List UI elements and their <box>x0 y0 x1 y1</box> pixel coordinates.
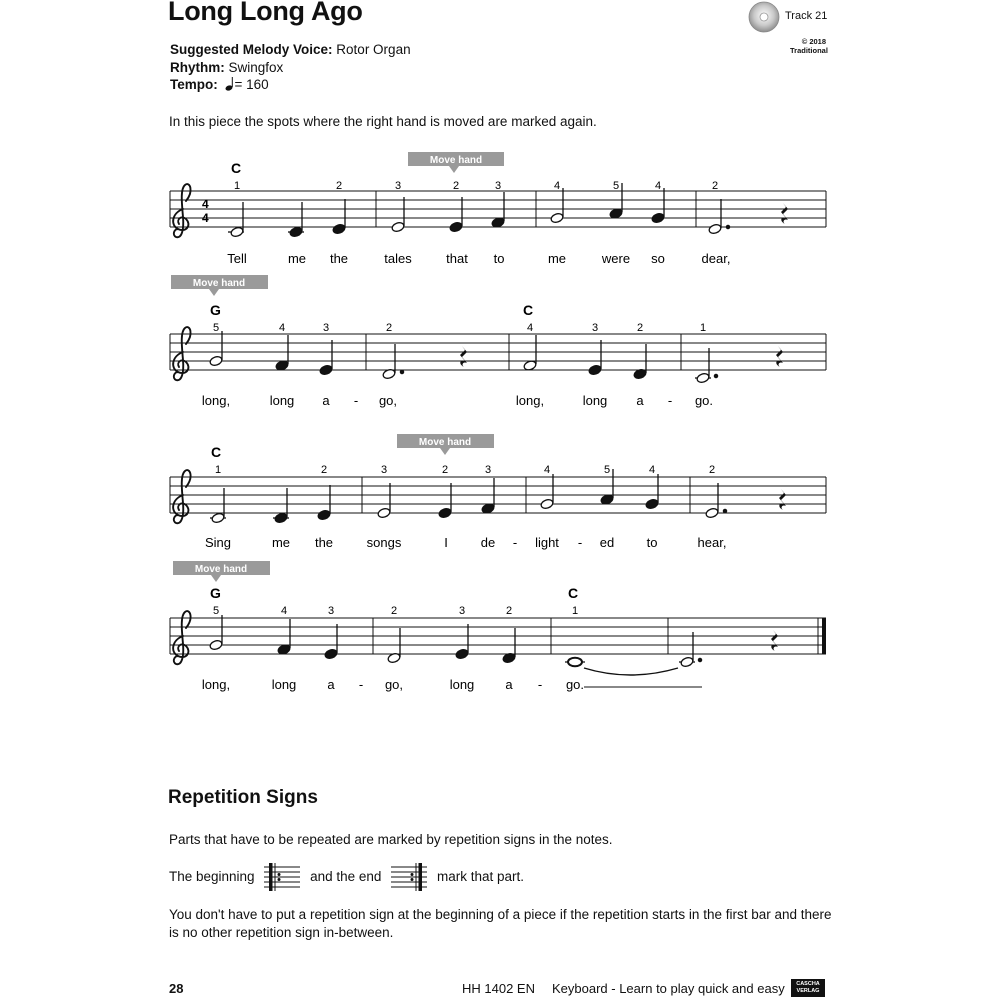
chord-symbol: C <box>231 160 242 176</box>
repeat-start-icon <box>264 863 300 891</box>
chord-symbol: C <box>523 302 534 318</box>
fingering: 2 <box>708 464 716 476</box>
treble-clef-icon <box>173 470 190 523</box>
staff-system-4 <box>170 561 826 692</box>
repetition-text-b: and the end <box>310 869 382 884</box>
repetition-text-a: The beginning <box>169 869 255 884</box>
fingering: 1 <box>214 464 222 476</box>
fingering: 3 <box>494 180 502 192</box>
rhythm-label: Rhythm: <box>170 60 225 75</box>
intro-text: In this piece the spots where the right hand is moved are marked again. <box>169 114 597 129</box>
fingering: 4 <box>280 605 288 617</box>
staff-system-2 <box>170 275 826 408</box>
publisher-line-1: CASCHA <box>796 981 820 987</box>
lyric: go, <box>378 393 398 408</box>
notes <box>209 331 783 384</box>
staff-system-1 <box>170 152 826 266</box>
book-code: HH 1402 EN <box>462 981 535 996</box>
move-hand-tag <box>408 152 504 173</box>
lyric: tales <box>384 251 412 266</box>
fingering: 3 <box>458 605 466 617</box>
fingering: 4 <box>553 180 561 192</box>
lyric: hear, <box>697 535 727 550</box>
lyric: long <box>269 393 295 408</box>
lyric: a <box>322 393 330 408</box>
move-hand-label: Move hand <box>194 564 248 575</box>
lyric: so <box>651 251 665 266</box>
fingering: 4 <box>543 464 551 476</box>
tempo-value: = 160 <box>234 77 269 92</box>
track-number: Track 21 <box>785 10 828 22</box>
page-number: 28 <box>169 981 184 996</box>
fingering: 3 <box>591 322 599 334</box>
lyric: go. <box>565 677 585 692</box>
move-hand-label: Move hand <box>429 155 483 166</box>
chord-symbol: G <box>210 302 221 318</box>
lyric: songs <box>366 535 402 550</box>
lyric: the <box>329 251 349 266</box>
lyric: me <box>547 251 567 266</box>
lyric: dear, <box>701 251 731 266</box>
fingering: 3 <box>322 322 330 334</box>
lyric: long <box>582 393 608 408</box>
copyright-year: © 2018 <box>801 37 826 46</box>
lyric: - <box>667 393 673 408</box>
fingering: 4 <box>526 322 534 334</box>
fingering: 2 <box>385 322 393 334</box>
publisher-logo <box>791 979 825 997</box>
move-hand-label: Move hand <box>192 278 246 289</box>
repetition-paragraph-3: You don't have to put a repetition sign at the beginning of a piece if the repetition starts in the first bar and there is no other repetition sign in-between. <box>169 907 832 940</box>
lyric: - <box>537 677 543 692</box>
fingering: 2 <box>335 180 343 192</box>
staff-system-3 <box>170 434 826 550</box>
lyric: long, <box>201 677 231 692</box>
lyric: long, <box>201 393 231 408</box>
fingering: 3 <box>394 180 402 192</box>
move-hand-tag <box>173 561 270 582</box>
treble-clef-icon <box>173 184 190 237</box>
treble-clef-icon <box>173 327 190 380</box>
lyric: go, <box>384 677 404 692</box>
fingering: 4 <box>648 464 656 476</box>
lyric: ed <box>599 535 615 550</box>
move-hand-tag <box>397 434 494 455</box>
lyric: a <box>636 393 644 408</box>
chord-symbol: G <box>210 585 221 601</box>
lyric: to <box>493 251 505 266</box>
lyric: Sing <box>204 535 232 550</box>
repeat-end-icon <box>391 863 427 891</box>
lyric: a <box>327 677 335 692</box>
fingering: 2 <box>636 322 644 334</box>
lyric: Tell <box>227 251 247 266</box>
fingering: 1 <box>699 322 707 334</box>
lyric: de <box>480 535 496 550</box>
fingering: 4 <box>654 180 662 192</box>
chord-symbol: C <box>568 585 579 601</box>
lyric: me <box>287 251 307 266</box>
rhythm-value: Swingfox <box>228 60 284 75</box>
fingering: 5 <box>212 322 220 334</box>
lyric: long <box>271 677 297 692</box>
chord-symbol: C <box>211 444 222 460</box>
fingering: 5 <box>603 464 611 476</box>
time-sig-bottom: 4 <box>202 211 209 225</box>
fingering: 2 <box>441 464 449 476</box>
fingering: 2 <box>505 605 513 617</box>
lyric: to <box>646 535 658 550</box>
section-heading: Repetition Signs <box>168 787 318 808</box>
fingering: 2 <box>320 464 328 476</box>
lyric: - <box>577 535 583 550</box>
tempo-label: Tempo: <box>170 77 218 92</box>
fingering: 3 <box>484 464 492 476</box>
page-title: Long Long Ago <box>168 0 363 26</box>
lyric: long, <box>515 393 545 408</box>
lyric: - <box>358 677 364 692</box>
lyric: a <box>505 677 513 692</box>
move-hand-label: Move hand <box>418 437 472 448</box>
repetition-paragraph-1: Parts that have to be repeated are marked by repetition signs in the notes. <box>169 832 613 847</box>
lyric: were <box>601 251 631 266</box>
fingering: 2 <box>390 605 398 617</box>
repetition-text-c: mark that part. <box>436 869 525 884</box>
lyric: me <box>271 535 291 550</box>
treble-clef-icon <box>173 611 190 664</box>
fingering: 3 <box>380 464 388 476</box>
fingering: 4 <box>278 322 286 334</box>
book-title: Keyboard - Learn to play quick and easy <box>552 981 785 996</box>
melody-voice-value: Rotor Organ <box>336 42 411 57</box>
fingering: 3 <box>327 605 335 617</box>
fingering: 5 <box>612 180 620 192</box>
melody-voice-label: Suggested Melody Voice: <box>170 42 333 57</box>
lyric: I <box>444 535 448 550</box>
lyric: the <box>314 535 334 550</box>
publisher-line-2: VERLAG <box>796 988 820 994</box>
fingering: 1 <box>233 180 241 192</box>
lyric: long <box>449 677 475 692</box>
fingering: 5 <box>212 605 220 617</box>
fingering: 2 <box>711 180 719 192</box>
fingering: 1 <box>571 605 579 617</box>
lyric: light <box>535 535 559 550</box>
lyric: that <box>446 251 468 266</box>
move-hand-tag <box>171 275 268 296</box>
origin-label: Traditional <box>790 46 828 55</box>
lyric: go. <box>694 393 714 408</box>
lyric: - <box>353 393 359 408</box>
lyric: - <box>512 535 518 550</box>
fingering: 2 <box>452 180 460 192</box>
repetition-paragraph-2 <box>169 862 839 892</box>
time-sig-top: 4 <box>202 197 209 211</box>
